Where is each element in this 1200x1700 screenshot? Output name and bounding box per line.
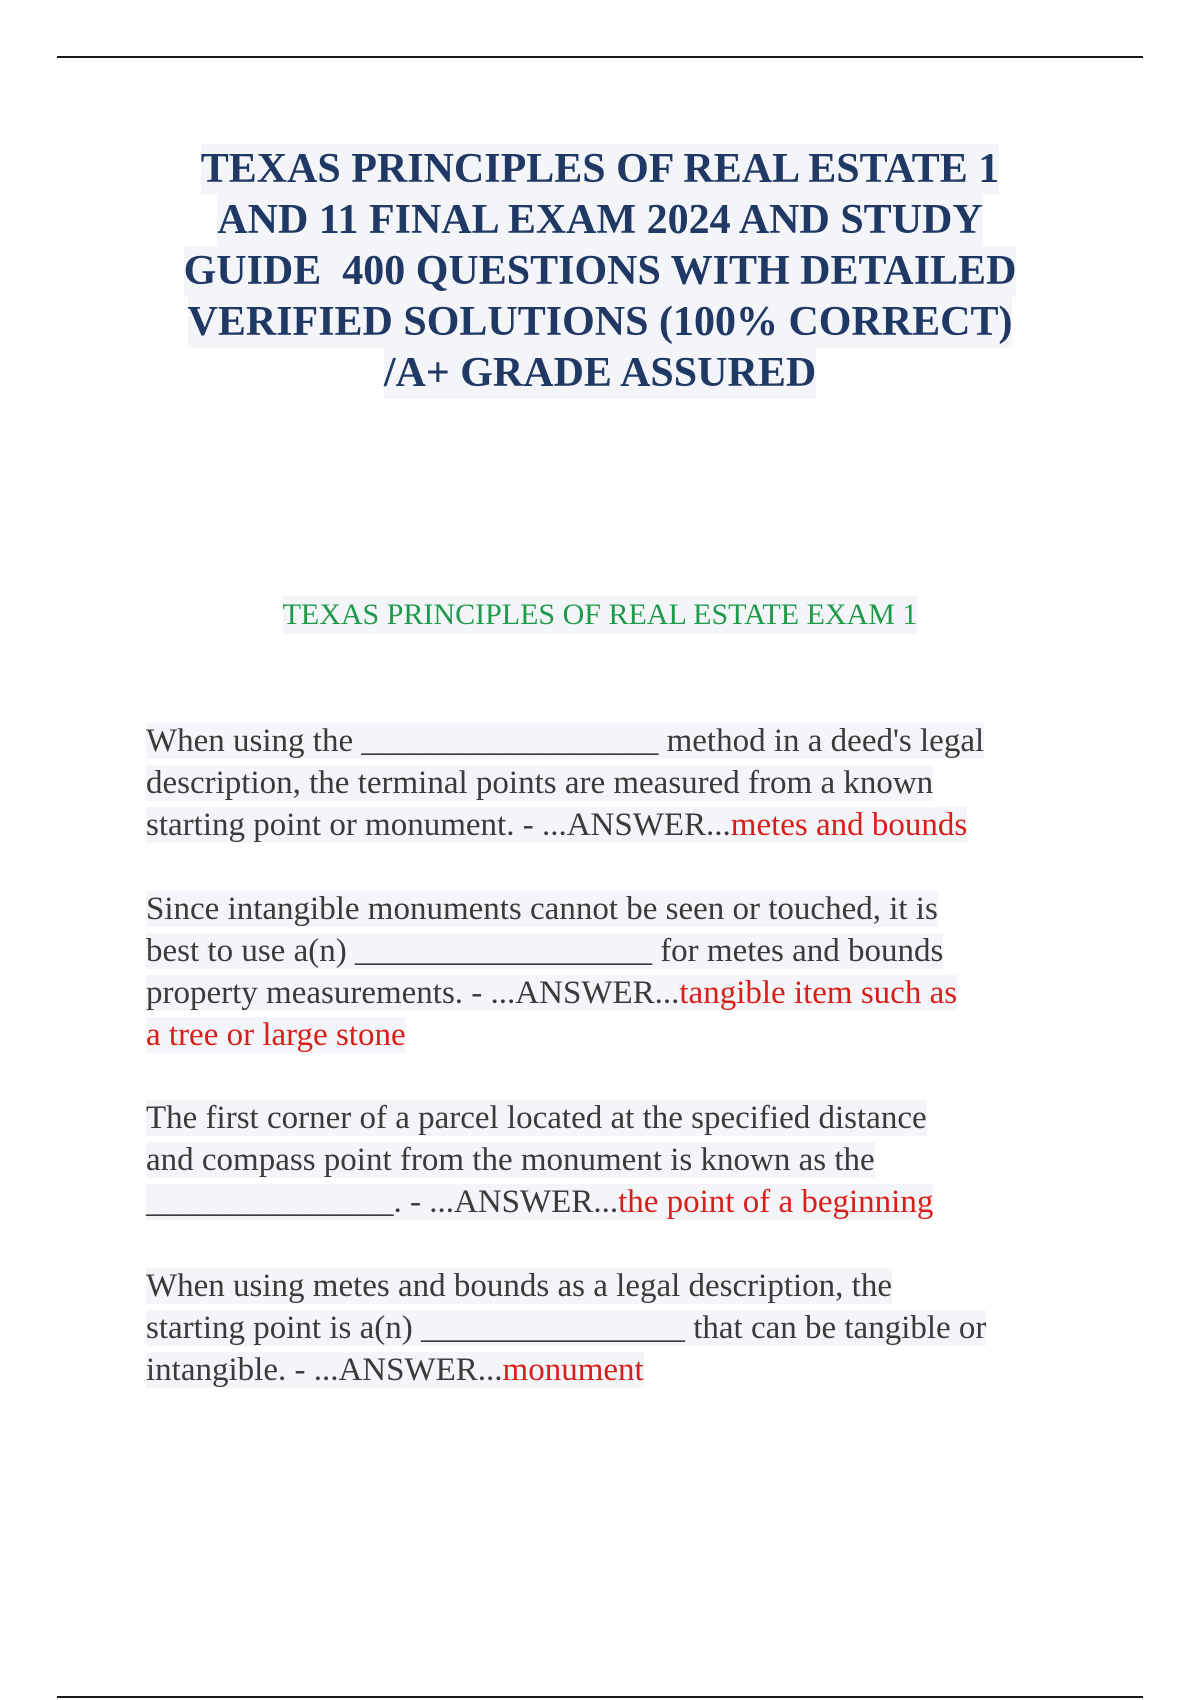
question-text: When using metes and bounds as a legal description, the <box>146 1268 892 1304</box>
question-answer-block <box>146 1265 1146 1391</box>
answer-text: monument <box>502 1352 644 1388</box>
question-text: _______________. - ...ANSWER... <box>146 1184 619 1220</box>
title-line: VERIFIED SOLUTIONS (100% CORRECT) <box>188 297 1013 348</box>
title-line: TEXAS PRINCIPLES OF REAL ESTATE 1 <box>201 144 1000 195</box>
question-text: When using the __________________ method in a deed's legal <box>146 723 985 759</box>
question-text: best to use a(n) __________________ for metes and bounds <box>146 933 944 969</box>
document-title <box>60 144 1140 399</box>
section-heading-text: TEXAS PRINCIPLES OF REAL ESTATE EXAM 1 <box>283 596 918 634</box>
question-text: starting point or monument. - ...ANSWER... <box>146 807 731 843</box>
question-text: The first corner of a parcel located at the specified distance <box>146 1100 927 1136</box>
title-line: AND 11 FINAL EXAM 2024 AND STUDY <box>217 195 982 246</box>
question-text: and compass point from the monument is known as the <box>146 1142 875 1178</box>
answer-text: a tree or large stone <box>146 1017 406 1053</box>
bottom-rule <box>57 1696 1143 1698</box>
section-heading <box>60 596 1140 634</box>
question-answer-block <box>146 888 1146 1056</box>
answer-text: metes and bounds <box>730 807 968 843</box>
question-text: Since intangible monuments cannot be seen or touched, it is <box>146 891 938 927</box>
answer-text: tangible item such as <box>679 975 958 1011</box>
question-answer-block <box>146 1097 1146 1223</box>
title-line: GUIDE 400 QUESTIONS WITH DETAILED <box>184 246 1017 297</box>
question-text: description, the terminal points are measured from a known <box>146 765 934 801</box>
top-rule <box>57 56 1143 58</box>
title-line: /A+ GRADE ASSURED <box>384 348 816 399</box>
question-text: intangible. - ...ANSWER... <box>146 1352 503 1388</box>
question-text: property measurements. - ...ANSWER... <box>146 975 680 1011</box>
question-text: starting point is a(n) ________________ that can be tangible or <box>146 1310 987 1346</box>
answer-text: the point of a beginning <box>618 1184 934 1220</box>
question-answer-block <box>146 720 1146 846</box>
